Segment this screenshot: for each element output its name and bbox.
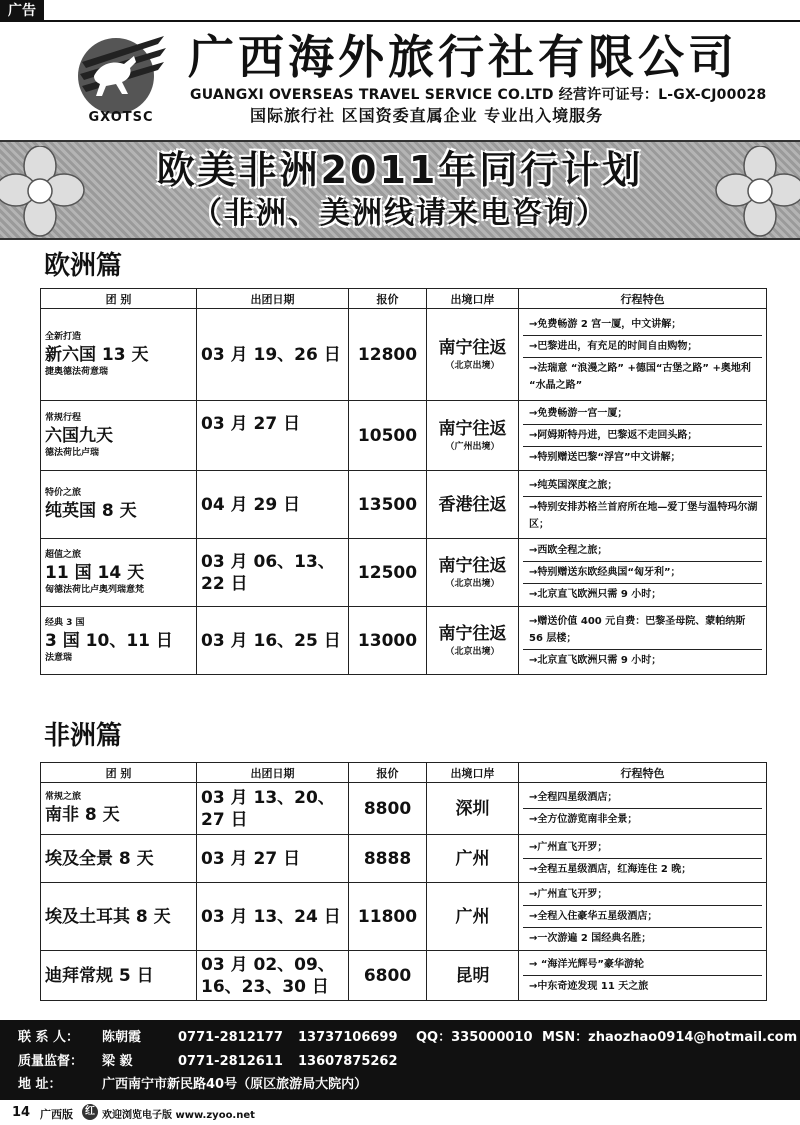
tour-date: 03 月 13、24 日 [197,883,349,951]
feature-line: →北京直飞欧洲只需 9 小时； [529,589,662,600]
tour-price: 12500 [349,539,427,607]
tour-date: 03 月 19、26 日 [197,309,349,401]
tour-features [519,783,767,835]
company-tagline: 国际旅行社 区国资委直属企业 专业出入境服务 [250,106,604,125]
feature-line: → “海洋光辉号”豪华游轮 [523,954,762,976]
tour-tag: 常规行程 [45,412,82,423]
tour-features [519,401,767,471]
header-price: 报价 [349,763,427,783]
tour-name-cell [41,471,197,539]
contact-bar [0,1020,800,1100]
tour-features [519,951,767,1001]
tour-port: 昆明 [455,965,490,986]
feature-line: →北京直飞欧洲只需 9 小时； [529,654,662,666]
tour-price: 13000 [349,607,427,675]
header-group: 团 别 [41,289,197,309]
tour-price: 6800 [349,951,427,1001]
tour-name-cell [41,883,197,951]
top-rule [44,20,800,22]
feature-line: →特别赠送巴黎“浮宫”中文讲解； [529,452,681,463]
feature-line: →免费畅游 2 宫一厦，中文讲解； [523,314,762,336]
tour-name-cell [41,401,197,471]
tour-port: 广州 [455,848,490,869]
feature-line: →巴黎进出，有充足的时间自由购物； [523,336,762,358]
header-price: 报价 [349,289,427,309]
tour-port: 南宁往返 [438,418,507,439]
tour-port: 南宁往返 [438,337,507,358]
tour-tag: 超值之旅 [45,549,82,560]
tour-name: 新六国 13 天 [45,344,149,365]
africa-section-title: 非洲篇 [44,721,123,751]
tour-port-cell [427,607,519,675]
tour-date: 04 月 29 日 [197,471,349,539]
supervise-mobile: 13607875262 [298,1054,398,1069]
feature-line: →纯英国深度之旅； [523,475,762,497]
header-port: 出境口岸 [427,289,519,309]
feature-line: →中东奇迹发现 11 天之旅 [529,981,649,992]
tour-features [519,471,767,539]
supervise-name: 梁 毅 [102,1054,133,1069]
plan-banner [0,140,800,240]
tour-price: 8888 [349,835,427,883]
tour-port: 深圳 [455,798,490,819]
tour-name-cell [41,835,197,883]
feature-line: →全程四星级酒店； [523,787,762,809]
page-number: 14 [12,1105,31,1120]
ad-label: 广告 [0,0,44,22]
tour-port: 广州 [455,906,490,927]
contact-label: 联 系 人： [18,1030,80,1045]
tour-countries: 匈德法荷比卢奥列瑞意梵 [45,584,145,595]
horse-logo-icon [72,28,172,118]
feature-line: →西欧全程之旅； [523,540,762,562]
address-label: 地 址： [18,1077,62,1092]
edition-circle-icon: 红 [82,1104,98,1120]
tour-date: 03 月 06、13、22 日 [197,539,349,607]
feature-line: →全程入住豪华五星级酒店； [523,906,762,928]
table-row [41,835,767,883]
tour-features [519,607,767,675]
contact-msn: MSN：zhaozhao0914@hotmail.com [542,1030,798,1045]
feature-line: →赠送价值 400 元自费：巴黎圣母院、蒙帕纳斯 56 层楼； [523,611,762,650]
tour-tag: 全新打造 [45,331,82,342]
edition-label: 广西版 [40,1108,73,1121]
tour-port-cell [427,471,519,539]
tour-date: 03 月 27 日 [197,401,349,471]
tour-port-sub: （北京出境） [445,360,500,371]
tour-features [519,309,767,401]
tour-price: 10500 [349,401,427,471]
tour-port-cell [427,309,519,401]
tour-name: 3 国 10、11 日 [45,630,173,651]
table-row [41,883,767,951]
europe-table [40,288,767,675]
feature-line: →阿姆斯特丹进，巴黎返不走回头路； [523,425,762,447]
tour-countries: 法意瑞 [45,652,73,663]
table-row [41,783,767,835]
contact-name: 陈朝霞 [102,1030,142,1045]
ad-tag [0,0,800,22]
tour-name: 纯英国 8 天 [45,501,137,521]
table-header-row [41,289,767,309]
tour-date: 03 月 02、09、16、23、30 日 [197,951,349,1001]
tour-port: 香港往返 [438,494,507,515]
feature-line: →法瑞意 “浪漫之路” +德国“古堡之路” +奥地利 “水晶之路” [529,362,751,391]
page-footer [0,1100,800,1125]
header-group: 团 别 [41,763,197,783]
tour-port-cell [427,835,519,883]
tour-name: 迪拜常规 5 日 [45,965,154,986]
tour-tag: 经典 3 国 [45,617,85,628]
tour-tag: 特价之旅 [45,488,82,498]
feature-line: →广州直飞开罗； [523,837,762,859]
tour-name: 六国九天 [45,425,113,446]
tour-port-sub: （广州出境） [445,441,500,452]
tour-name-cell [41,951,197,1001]
tour-countries: 德法荷比卢瑞 [45,447,100,458]
tour-name-cell [41,607,197,675]
tour-port-sub: （北京出境） [445,646,500,657]
tour-name: 11 国 14 天 [45,562,145,583]
header-date: 出团日期 [197,763,349,783]
header-date: 出团日期 [197,289,349,309]
tour-countries: 捷奥德法荷意瑞 [45,366,109,377]
website-link[interactable]: 欢迎浏览电子版 www.zyoo.net [102,1110,255,1121]
tour-date: 03 月 16、25 日 [197,607,349,675]
tour-name: 埃及土耳其 8 天 [45,906,171,927]
tour-port-cell [427,883,519,951]
tour-features [519,539,767,607]
header-port: 出境口岸 [427,763,519,783]
tour-price: 8800 [349,783,427,835]
tour-date: 03 月 13、20、27 日 [197,783,349,835]
header-features: 行程特色 [519,763,767,783]
company-name-cn: 广西海外旅行社有限公司 [188,30,738,84]
tour-name-cell [41,539,197,607]
table-row [41,471,767,539]
table-row [41,607,767,675]
supervise-label: 质量监督： [18,1054,84,1069]
tour-port: 南宁往返 [438,623,507,644]
table-header-row [41,763,767,783]
tour-port: 南宁往返 [438,555,507,576]
tour-name-cell [41,309,197,401]
tour-price: 13500 [349,471,427,539]
tour-features [519,835,767,883]
tour-price: 11800 [349,883,427,951]
europe-section-title: 欧洲篇 [44,251,123,281]
feature-line: →特别赠送东欧经典国“匈牙利”； [523,562,762,584]
tour-port-sub: （北京出境） [445,578,500,589]
tour-price: 12800 [349,309,427,401]
table-row [41,401,767,471]
feature-line: →特别安排苏格兰首府所在地—爱丁堡与温特玛尔湖区； [529,501,758,530]
contact-mobile: 13737106699 [298,1030,398,1045]
tour-name: 埃及全景 8 天 [45,848,154,869]
feature-line: →广州直飞开罗； [523,884,762,906]
tour-port-cell [427,951,519,1001]
feature-line: →全方位游览南非全景； [529,814,638,825]
africa-table [40,762,767,1001]
tour-features [519,883,767,951]
supervise-phone: 0771-2812611 [178,1054,283,1069]
table-row [41,539,767,607]
contact-qq: QQ：335000010 [416,1030,533,1045]
table-row [41,309,767,401]
tour-port-cell [427,783,519,835]
contact-phone: 0771-2812177 [178,1030,283,1045]
company-name-en: GUANGXI OVERSEAS TRAVEL SERVICE CO.LTD 经营许可证号：L-GX-CJ00028 [190,87,767,103]
table-row [41,951,767,1001]
tour-port-cell [427,539,519,607]
tour-tag: 常规之旅 [45,792,82,802]
logo-text: GXOTSC [88,110,154,125]
tour-name: 南非 8 天 [45,805,120,825]
feature-line: →免费畅游一宫一厦； [523,403,762,425]
address-text: 广西南宁市新民路40号（原区旅游局大院内） [102,1077,368,1092]
banner-subtitle: （非洲、美洲线请来电咨询） [192,196,608,231]
feature-line: →全程五星级酒店，红海连住 2 晚； [529,864,692,875]
header-features: 行程特色 [519,289,767,309]
feature-line: →一次游遍 2 国经典名胜； [529,933,652,944]
tour-name-cell [41,783,197,835]
tour-port-cell [427,401,519,471]
tour-date: 03 月 27 日 [197,835,349,883]
banner-title: 欧美非洲2011年同行计划 [156,148,644,192]
